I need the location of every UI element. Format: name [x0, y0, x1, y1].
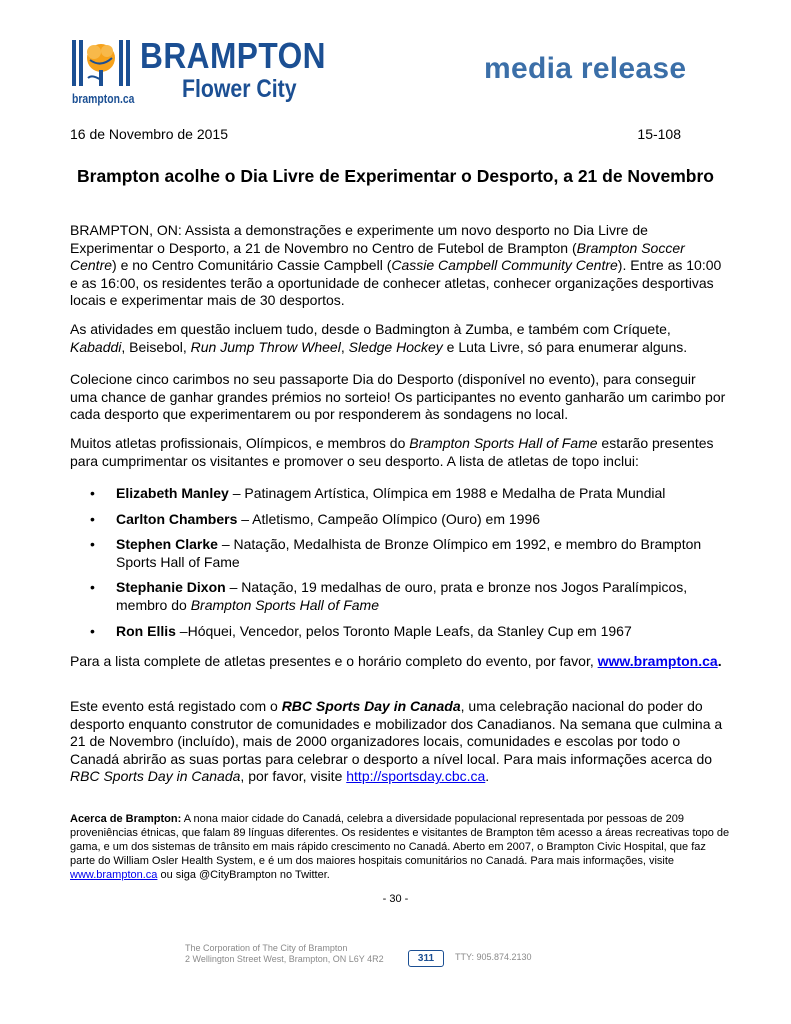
sport-name: Run Jump Throw Wheel — [190, 338, 341, 355]
hall-of-fame-name: Brampton Sports Hall of Fame — [190, 596, 379, 613]
text: . — [717, 653, 722, 669]
footer-tty: TTY: 905.874.2130 — [455, 952, 532, 962]
paragraph-intro — [70, 222, 726, 310]
list-item — [70, 536, 726, 571]
footer-line: 2 Wellington Street West, Brampton, ON L6Y 4R2 — [185, 954, 384, 964]
text: , por favor, visite — [240, 768, 347, 785]
brampton-logo — [72, 35, 326, 112]
sport-name: Sledge Hockey — [348, 338, 443, 355]
list-item — [70, 579, 726, 614]
athlete-name: Ron Ellis — [116, 622, 176, 639]
text: , uma celebração nacional do poder do desporto enquanto construtor de comunidades e mobilizador dos Canadianos. Na semana que culmina a 21 de Novembro (incluído), mais de 2000 organizadores locais, comunidades e escolas por todo o Canadá abrirão as suas portas para celebrar o desporto a nível local. Para mais informações acerca do — [70, 698, 723, 767]
logo-wordmark: BRAMPTON — [140, 35, 326, 76]
text: . — [485, 768, 490, 785]
about-brampton — [70, 812, 730, 882]
text: A nona maior cidade do Canadá, celebra a diversidade populacional representada por pessoas de 209 proveniências étnicas, que falam 89 línguas diferentes. Os residentes e visitantes de Brampton têm acesso a áreas recreativas topo de gama, e um dos sistemas de trânsito em mais rápido crescimento no Canadá. Aberto em 2007, o Brampton Civic Hospital, que faz parte do William Osler Health System, e é um dos maiores hospitais comunitários no Canadá. Para mais informações, visite — [70, 813, 730, 867]
athlete-name: Stephanie Dixon — [116, 579, 226, 596]
text: , — [340, 338, 349, 355]
athlete-desc: – Natação, Medalhista de Bronze Olímpico em 1992, e membro do Brampton Sports Hall of Fame — [116, 536, 702, 570]
athlete-list — [70, 485, 726, 648]
footer-address — [185, 943, 384, 965]
logo-tagline: Flower City — [182, 75, 297, 103]
text: Este evento está registado com o — [70, 698, 282, 714]
text: Muitos atletas profissionais, Olímpicos, e membros do — [70, 435, 410, 451]
athlete-desc: – Patinagem Artística, Olímpica em 1988 e Medalha de Prata Mundial — [228, 485, 666, 501]
athlete-name: Carlton Chambers — [116, 510, 238, 527]
paragraph-athletes-intro — [70, 435, 726, 470]
logo-url: brampton.ca — [72, 91, 135, 106]
venue-name: Brampton Soccer Centre — [70, 239, 685, 274]
sport-name: Kabaddi — [70, 338, 122, 355]
about-label: Acerca de Brampton: — [70, 813, 182, 825]
text: Para a lista complete de atletas presentes e o horário completo do evento, por favor, — [70, 653, 598, 669]
headline: Brampton acolhe o Dia Livre de Experimentar o Desporto, a 21 de Novembro — [77, 166, 714, 186]
footer-line: The Corporation of The City of Brampton — [185, 943, 348, 953]
list-item — [70, 485, 726, 503]
brampton-website-link[interactable]: www.brampton.ca — [70, 869, 158, 881]
text: ) e no Centro Comunitário Cassie Campbell ( — [112, 257, 392, 274]
text: e Luta Livre, só para enumerar alguns. — [442, 338, 688, 355]
bullet: • — [90, 622, 95, 639]
athlete-desc: –Hóquei, Vencedor, pelos Toronto Maple Leafs, da Stanley Cup em 1967 — [175, 622, 632, 639]
media-release-title: media release — [484, 52, 687, 85]
text: estarão presentes para cumprimentar os visitantes e promover o seu desporto. A lista de atletas de topo inclui: — [70, 435, 714, 469]
sportsday-link[interactable]: http://sportsday.cbc.ca — [346, 768, 486, 785]
bullet: • — [90, 485, 95, 501]
release-date: 16 de Novembro de 2015 — [70, 126, 228, 142]
text: BRAMPTON, ON: Assista a demonstrações e experimente um novo desporto no Dia Livre de Experimentar o Desporto, a 21 de Novembro no Centro de Futebol de Brampton ( — [70, 222, 648, 256]
bullet: • — [90, 579, 95, 596]
bullet: • — [90, 536, 95, 553]
text: , Beisebol, — [121, 338, 191, 355]
list-item — [70, 623, 726, 641]
event-name: RBC Sports Day in Canada — [70, 768, 241, 785]
paragraph-schedule — [70, 653, 726, 671]
event-name: RBC Sports Day in Canada — [281, 698, 461, 714]
athlete-name: Stephen Clarke — [116, 536, 218, 553]
brampton-website-link[interactable]: www.brampton.ca — [597, 653, 718, 669]
bullet: • — [90, 510, 95, 527]
list-item — [70, 511, 726, 529]
athlete-desc: – Natação, 19 medalhas de ouro, prata e bronze nos Jogos Paralímpicos, membro do — [116, 579, 688, 613]
paragraph-rbc — [70, 698, 726, 786]
text: ou siga @CityBrampton no Twitter. — [157, 869, 330, 881]
end-marker: - 30 - — [382, 893, 409, 905]
athlete-name: Elizabeth Manley — [116, 485, 229, 501]
release-number: 15-108 — [637, 126, 681, 142]
text: As atividades em questão incluem tudo, desde o Badmington à Zumba, e também com Críquete, — [70, 321, 671, 337]
flower-city-logo-icon — [72, 38, 130, 88]
venue-name: Cassie Campbell Community Centre — [391, 257, 618, 274]
paragraph-passport: Colecione cinco carimbos no seu passaporte Dia do Desporto (disponível no evento), para conseguir uma chance de ganhar grandes prémios no sorteio! Os participantes no evento ganharão um carimbo por cada desporto que experimentarem ou por responderem às sondagens no local. — [70, 371, 726, 423]
311-badge-icon: 311 — [408, 950, 444, 967]
paragraph-activities — [70, 321, 726, 356]
hall-of-fame-name: Brampton Sports Hall of Fame — [409, 435, 598, 451]
text: ). Entre as 10:00 e as 16:00, os residentes terão a oportunidade de conhecer atletas, conhecer organizações desportivas locais e experimentar mais de 30 desportos. — [70, 257, 722, 309]
athlete-desc: – Atletismo, Campeão Olímpico (Ouro) em 1996 — [237, 510, 541, 527]
